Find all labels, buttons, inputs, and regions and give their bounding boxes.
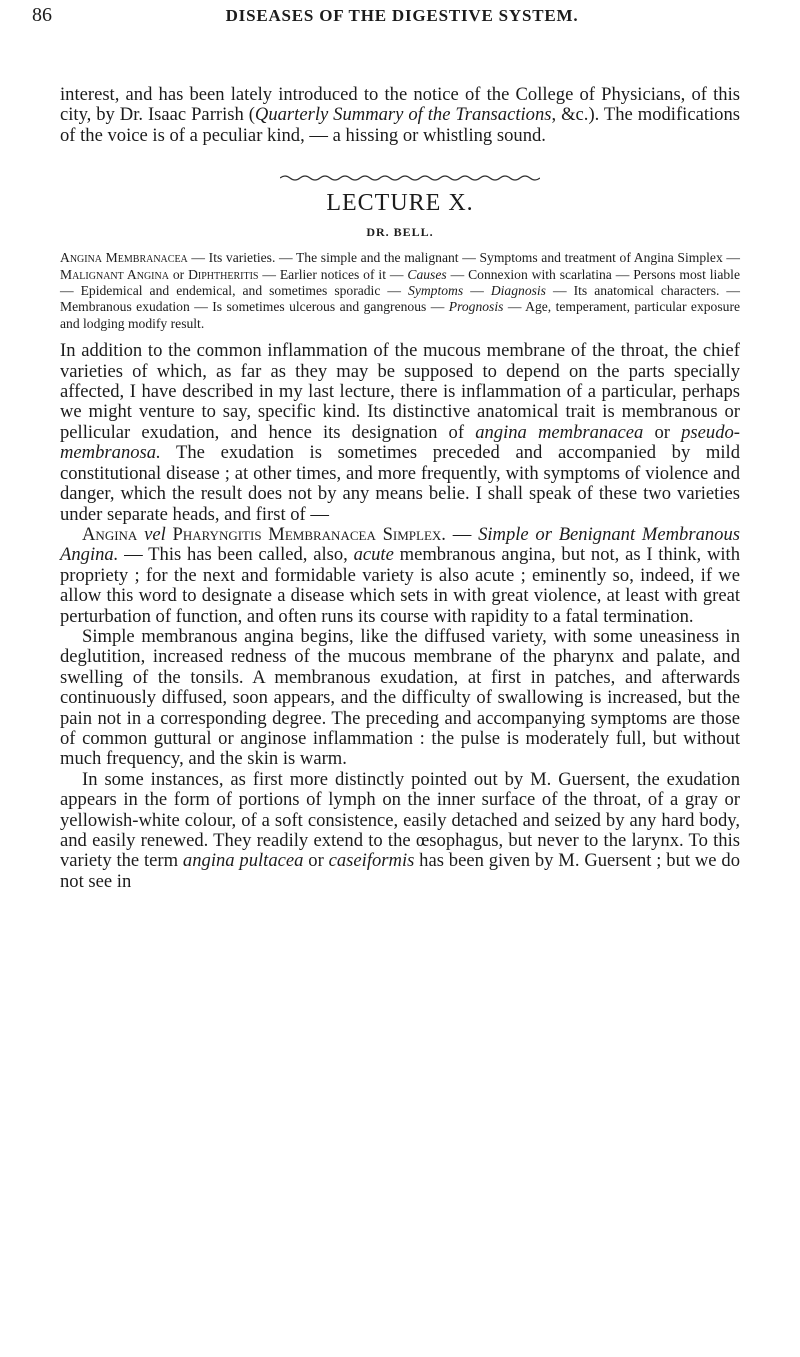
paragraph bbox=[60, 341, 740, 525]
summary-topic: Causes bbox=[407, 266, 447, 282]
paragraph-text: — This has been called, also, bbox=[118, 544, 354, 566]
summary-topic: Symptoms bbox=[408, 283, 464, 299]
lecture-author: DR. BELL. bbox=[366, 225, 434, 240]
ornamental-wavy-rule bbox=[280, 174, 540, 182]
page-body bbox=[60, 85, 740, 892]
italic-term: angina membranacea bbox=[475, 421, 644, 443]
intro-paragraph bbox=[60, 85, 740, 146]
intro-citation: Quarterly Summary of the Transactions bbox=[254, 104, 552, 126]
page-header bbox=[32, 4, 772, 32]
summary-text: — bbox=[463, 283, 491, 299]
italic-term: acute bbox=[353, 544, 394, 566]
summary-text: — Age, temperament, particular exposure and lodging modify result. bbox=[60, 299, 741, 331]
summary-text: — Connexion with scarlatina — Persons most liable — Epidemical and endemical, and sometimes sporadic — bbox=[60, 266, 740, 299]
summary-text: — Its varieties. — The simple and the malignant — Symptoms and treatment of Angina Simplex — bbox=[187, 250, 740, 266]
summary-topic: Prognosis bbox=[448, 299, 504, 315]
summary-term: Diphtheritis bbox=[188, 266, 259, 282]
lecture-title: LECTURE X. bbox=[326, 190, 474, 217]
intro-text: interest, and has been lately introduced to the notice of the College of Physicians, of this city, by Dr. Isaac Parrish ( bbox=[60, 84, 740, 126]
section-heading: Pharyngitis Membranacea Simplex. bbox=[172, 523, 446, 545]
italic-term: angina pultacea bbox=[182, 850, 304, 872]
paragraph-text: membranous angina, but not, as I think, with propriety ; for the next and formidable variety is also acute ; eminently so, indeed, if we allow this word to designate a disease which sets in with great violence, at least with great perturbation of function, and often runs its course with rapidity to a fatal termination. bbox=[60, 544, 740, 627]
summary-term: Malignant Angina bbox=[60, 266, 169, 282]
section-heading: Angina bbox=[82, 523, 138, 545]
paragraph-text: or bbox=[303, 850, 329, 872]
paragraph bbox=[60, 627, 740, 770]
summary-text: — Earlier notices of it — bbox=[258, 266, 408, 282]
summary-text: — Its anatomical characters. — Membranous exudation — Is sometimes ulcerous and gangrenous — bbox=[60, 283, 741, 315]
paragraph-text: or bbox=[643, 421, 682, 443]
paragraph-text: In some instances, as first more distinctly pointed out by M. Guersent, the exudation appears in the form of portions of lymph on the inner surface of the throat, of a gray or yellowish-white colour, of a soft consistence, easily detached and seized by any hard body, and easily renewed. They readily extend to the œsophagus, but never to the larynx. To this variety the term bbox=[60, 768, 740, 872]
italic-subheading: Simple or Benignant Membranous Angina. bbox=[60, 523, 740, 566]
italic-term: vel bbox=[144, 523, 166, 545]
summary-heading: Angina Membranacea bbox=[60, 250, 188, 266]
paragraph bbox=[60, 770, 740, 892]
section-heading-paragraph: Angina vel Pharyngitis Membranacea Simplex. — Simple or Benignant Membranous Angina. — This has been called, also, acute membranous angina, but not, as I think, with propriety ; for the next and formidable variety is also acute ; eminently so, indeed, if we allow this word to designate a disease which sets in with great violence, at least with great perturbation of function, and often runs its course with rapidity to a fatal termination. bbox=[60, 523, 740, 627]
italic-term: pseudo-membranosa. bbox=[60, 421, 740, 464]
summary-topic: Diagnosis bbox=[490, 283, 546, 299]
italic-term: caseiformis bbox=[328, 850, 415, 872]
page-number: 86 bbox=[32, 4, 52, 26]
intro-text-end: , &c.). The modifications of the voice is of a peculiar kind, — a hissing or whistling sound. bbox=[60, 104, 740, 146]
paragraph-text: In addition to the common inflammation of the mucous membrane of the throat, the chief varieties of which, as far as they may be supposed to depend on the parts specially affected, I have described in my last lecture, there is inflammation of a particular, perhaps we might venture to say, specific kind. Its distinctive anatomical trait is membranous or pellicular exudation, and hence its designation of bbox=[60, 340, 740, 443]
paragraph-text: The exudation is sometimes preceded and accompanied by mild constitutional disease ; at other times, and more frequently, with symptoms of violence and danger, which the result does not by any means belie. I shall speak of these two varieties under separate heads, and first of — bbox=[60, 442, 740, 525]
lecture-summary bbox=[60, 250, 740, 332]
paragraph-text: has been given by M. Guersent ; but we do not see in bbox=[60, 850, 740, 892]
running-title: DISEASES OF THE DIGESTIVE SYSTEM. bbox=[225, 6, 579, 25]
paragraph-text: Simple membranous angina begins, like the diffused variety, with some uneasiness in deglutition, increased redness of the mucous membrane of the pharynx and palate, and swelling of the tonsils. A membranous exudation, at first in patches, and afterwards continuously diffused, soon appears, and the difficulty of swallowing is increased, but the pain not in a corresponding degree. The preceding and accompanying symptoms are those of common guttural or anginose inflammation : the pulse is moderately full, but without much frequency, and the skin is warm. bbox=[60, 625, 740, 770]
summary-text: or bbox=[168, 266, 189, 282]
